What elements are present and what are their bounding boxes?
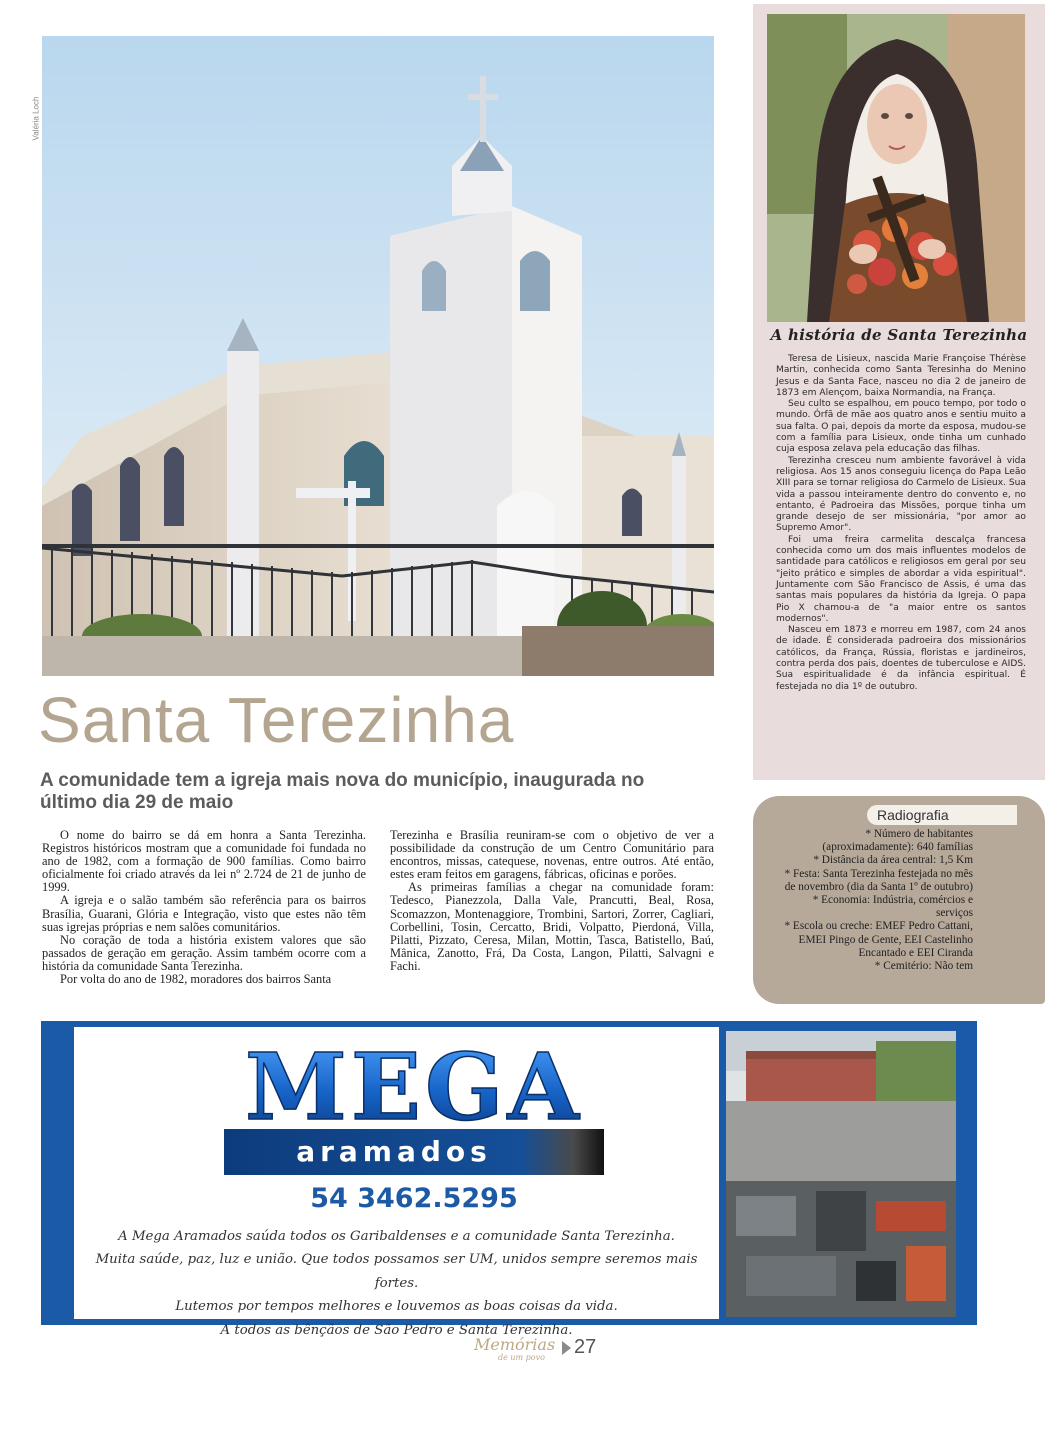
body-paragraph: Terezinha e Brasília reuniram-se com o objetivo de ver a possibilidade da construção de um Centro Comunitário para encontros, missas, catequese, novenas, entre outros. Até então, estes eram feitos em garagens, fábricas, oficinas e porões. (390, 828, 714, 882)
body-paragraph: As primeiras famílias a chegar na comunidade foram: Tedesco, Pianezzola, Dalla Vale, Prancutti, Beal, Rosa, Scomazzon, Montenaggiore, Trombini, Sartori, Zorrer, Cagliari, Corbellini, Tosin, Cercatto, Bridi, Volpatto, Pierdoná, Villa, Pilatti, Pizzato, Ceresa, Milan, Mottin, Tasca, Batistello, Baú, Mânica, Zanotto, Frá, Da Costa, Langon, Pilatti, Salvagni e Fachi. (390, 880, 714, 973)
mega-subbrand-text: aramados (296, 1135, 492, 1168)
church-photo (42, 36, 714, 676)
article-column-2 (390, 829, 714, 973)
page-number: 27 (574, 1336, 597, 1358)
ad-message-line: A todos as bênçãos de São Pedro e Santa Terezinha. (220, 1322, 573, 1338)
ad-content (74, 1027, 719, 1338)
sidebar-santa-terezinha-history (753, 4, 1045, 780)
sidebar-paragraph: Nasceu em 1873 e morreu em 1987, com 24 anos de idade. É considerada padroeira dos missionários católicos, da França, Rússia, floristas e jardineiros, contra perda dos pais, doentes de tuberculose e AIDS. Sua espiritualidade é da infância espiritual. É festejada no dia 1º de outubro. (776, 625, 1026, 692)
photo-credit (30, 80, 40, 160)
ad-message-line: Lutemos por tempos melhores e louvemos as boas coisas da vida. (175, 1299, 618, 1315)
saint-statue-illustration (767, 14, 1025, 322)
sidebar-title: A história de Santa Terezinha (770, 326, 1028, 344)
footer-brand-sub: de um povo (498, 1353, 545, 1362)
page-footer (474, 1333, 604, 1367)
mega-brand-text: MEGA (245, 1039, 583, 1127)
ad-message-line: A Mega Aramados saúda todos os Garibaldenses e a comunidade Santa Terezinha. (118, 1229, 675, 1244)
mega-logo-wordmark (224, 1039, 604, 1127)
radiografia-item: * Economia: Indústria, comércios e serviços (812, 894, 973, 920)
body-paragraph: A igreja e o salão também são referência para os bairros Brasília, Guarani, Glória e Integração, visto que estes não têm suas igrejas próprias e nem salões comunitários. (42, 893, 366, 934)
church-illustration (42, 36, 714, 676)
footer-brand: Memórias (474, 1335, 556, 1354)
radiografia-item: * Cemitério: Não tem (874, 960, 973, 973)
body-paragraph: O nome do bairro se dá em honra a Santa Terezinha. Registros históricos mostram que a comunidade foi fundada no ano de 1982, com a formação de 900 famílias. Como bairro oficialmente foi criado através da lei nº 2.724 de 21 de junho de 1999. (42, 828, 366, 895)
sidebar-paragraph: Foi uma freira carmelita descalça francesa conhecida como um dos mais influentes modelos de santidade para católicos e religiosos em geral por seu "jeito prático e simples de abordar a vida espiritual". Juntamente com São Francisco de Assis, é uma das santas mais populares da história da Igreja. O papa Pio X chamou-a de "a maior entre os santos modernos". (776, 534, 1026, 624)
radiografia-item: * Distância da área central: 1,5 Km (813, 854, 973, 867)
radiografia-item: * Festa: Santa Terezinha festejada no mês de novembro (dia da Santa 1º de outubro) (784, 867, 973, 893)
ad-phone-number[interactable]: 54 3462.5295 (310, 1183, 518, 1214)
ad-message-line: Muita saúde, paz, luz e união. Que todos possamos ser UM, unidos sempre seremos mais fortes. (95, 1252, 698, 1291)
radiografia-item: * Número de habitantes (aproximadamente): 640 famílias (822, 828, 973, 854)
footer-arrow-icon (562, 1341, 571, 1355)
sidebar-body (776, 354, 1026, 693)
radiografia-title: Radiografia (867, 805, 1017, 825)
saint-statue-photo (767, 14, 1025, 322)
body-paragraph: No coração de toda a história existem valores que são passados de geração em geração. Assim também ocorre com a história da comunidade Santa Terezinha. (42, 932, 366, 973)
radiografia-box (753, 796, 1045, 1004)
article-subtitle: A comunidade tem a igreja mais nova do município, inaugurada no último dia 29 de maio (40, 770, 645, 813)
sidebar-paragraph: Seu culto se espalhou, em pouco tempo, por todo o mundo. Órfã de mãe aos quatro anos e sentiu muito a sua falta. O pai, depois da morte da esposa, mudou-se com a família para Lisieux, onde tinha um cunhado cuja esposa zelava pela educação das filhas. (776, 399, 1026, 455)
radiografia-list (773, 828, 973, 973)
ad-message (84, 1225, 709, 1342)
sidebar-paragraph: Teresa de Lisieux, nascida Marie Françoise Thérèse Martin, conhecida como Santa Teresinha do Menino Jesus e da Santa Face, nasceu no dia 2 de janeiro de 1873 em Alençom, baixa Normandia, na França. (776, 354, 1026, 398)
radiografia-item: * Escola ou creche: EMEF Pedro Cattani, EMEI Pingo de Gente, EEI Castelinho Encantado e EEI Ciranda (784, 920, 973, 959)
photo-credit-text: Valéria Loch (31, 96, 41, 141)
body-paragraph: Por volta do ano de 1982, moradores dos bairros Santa (60, 972, 332, 987)
article-headline: Santa Terezinha (38, 684, 515, 756)
factory-photo (726, 1031, 956, 1317)
sidebar-paragraph: Terezinha cresceu num ambiente favorável à vida religiosa. Aos 15 anos conseguiu licença do Papa Leão XIII para se tornar religiosa do Carmelo de Lisieux. Sua vida a passou inteiramente dentro do convento e, no entanto, é Padroeira das Missões, porque tinha um grande desejo de ser missionária, "por amor ao Supremo Amor". (776, 455, 1026, 534)
mega-aramados-advertisement (41, 1021, 977, 1338)
mega-subbrand-strip (224, 1129, 604, 1175)
article-column-1 (42, 829, 366, 986)
mega-logo (224, 1039, 604, 1127)
factory-illustration (726, 1031, 956, 1317)
